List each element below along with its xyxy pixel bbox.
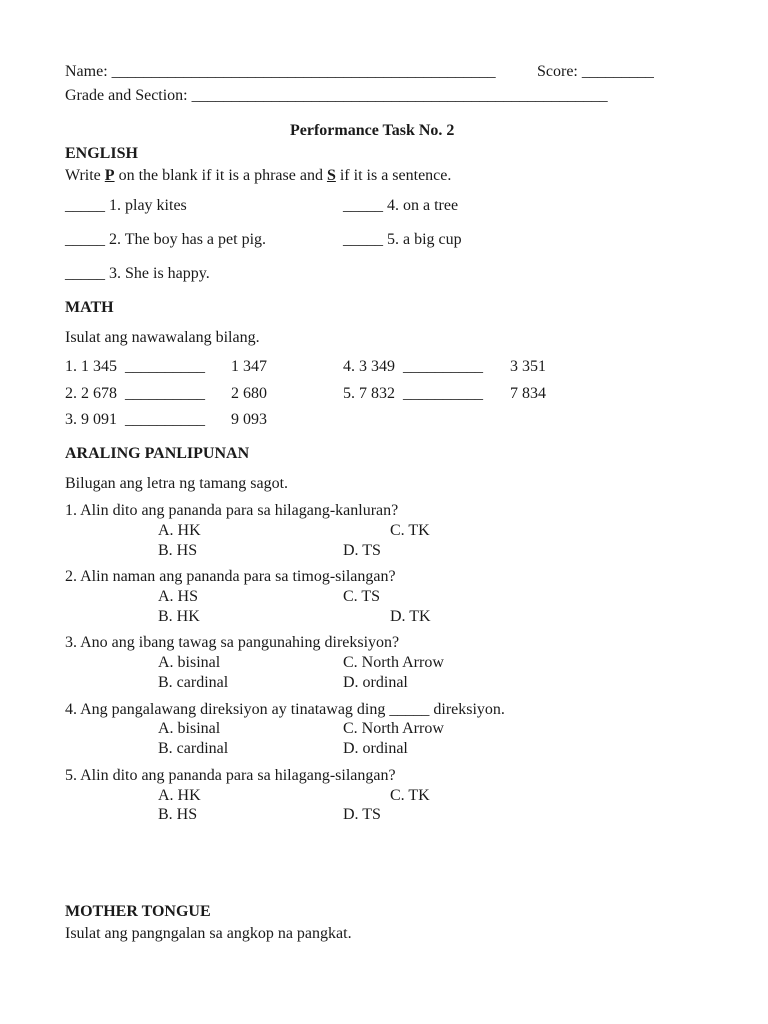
name-label: Name: xyxy=(65,63,108,80)
english-item-3[interactable]: _____ 3. She is happy. xyxy=(65,265,210,282)
score-line xyxy=(537,62,654,82)
ap-q2-choice-c[interactable]: C. TS xyxy=(343,588,381,605)
english-instruction xyxy=(65,166,451,186)
score-label: Score: xyxy=(537,63,578,80)
ap-q4-choice-d[interactable]: D. ordinal xyxy=(343,740,408,757)
ap-q2-choice-b[interactable]: B. HK xyxy=(158,608,200,625)
ap-q4-choice-a[interactable]: A. bisinal xyxy=(158,720,221,737)
grade-line xyxy=(65,86,608,106)
ap-q3-choice-b[interactable]: B. cardinal xyxy=(158,674,229,691)
instr-mid: on the blank if it is a phrase and xyxy=(114,167,327,184)
ap-q1-choice-a[interactable]: A. HK xyxy=(158,522,201,539)
ap-question-4: 4. Ang pangalawang direksiyon ay tinatawag ding _____ direksiyon. xyxy=(65,701,505,718)
mt-instruction: Isulat ang pangngalan sa angkop na pangkat. xyxy=(65,925,352,942)
english-item-2[interactable]: _____ 2. The boy has a pet pig. xyxy=(65,231,267,248)
page-title: Performance Task No. 2 xyxy=(290,122,455,139)
ap-q3-choice-a[interactable]: A. bisinal xyxy=(158,654,221,671)
math-item-1-end: 1 347 xyxy=(231,358,267,375)
math-item-4-end: 3 351 xyxy=(510,358,546,375)
ap-question-2: 2. Alin naman ang pananda para sa timog-silangan? xyxy=(65,568,396,585)
math-item-1[interactable]: 1. 1 345 __________ xyxy=(65,358,205,375)
math-item-3[interactable]: 3. 9 091 __________ xyxy=(65,411,205,428)
ap-q5-choice-d[interactable]: D. TS xyxy=(343,806,381,823)
ap-question-3: 3. Ano ang ibang tawag sa pangunahing direksiyon? xyxy=(65,634,400,651)
ap-q2-choice-a[interactable]: A. HS xyxy=(158,588,199,605)
english-item-4[interactable]: _____ 4. on a tree xyxy=(343,197,459,214)
ap-question-5: 5. Alin dito ang pananda para sa hilagang-silangan? xyxy=(65,767,396,784)
instr-pre: Write xyxy=(65,167,105,184)
mt-heading: MOTHER TONGUE xyxy=(65,903,211,920)
instr-p: P xyxy=(104,167,115,184)
english-item-1[interactable]: _____ 1. play kites xyxy=(65,197,187,214)
ap-question-1: 1. Alin dito ang pananda para sa hilagang-kanluran? xyxy=(65,502,399,519)
math-instruction: Isulat ang nawawalang bilang. xyxy=(65,329,260,346)
instr-s: S xyxy=(326,167,336,184)
ap-q2-choice-d[interactable]: D. TK xyxy=(390,608,431,625)
ap-instruction: Bilugan ang letra ng tamang sagot. xyxy=(65,475,289,492)
ap-q1-choice-b[interactable]: B. HS xyxy=(158,542,198,559)
score-blank[interactable]: _________ xyxy=(581,63,654,80)
ap-q3-choice-d[interactable]: D. ordinal xyxy=(343,674,408,691)
name-line xyxy=(65,62,496,82)
grade-blank[interactable]: ____________________________________________________ xyxy=(191,87,608,104)
ap-q4-choice-b[interactable]: B. cardinal xyxy=(158,740,229,757)
ap-heading: ARALING PANLIPUNAN xyxy=(65,445,250,462)
english-item-5[interactable]: _____ 5. a big cup xyxy=(343,231,462,248)
math-item-4[interactable]: 4. 3 349 __________ xyxy=(343,358,483,375)
ap-q3-choice-c[interactable]: C. North Arrow xyxy=(343,654,444,671)
ap-q5-choice-b[interactable]: B. HS xyxy=(158,806,198,823)
math-heading: MATH xyxy=(65,299,114,316)
ap-q4-choice-c[interactable]: C. North Arrow xyxy=(343,720,444,737)
math-item-2[interactable]: 2. 2 678 __________ xyxy=(65,385,205,402)
ap-q5-choice-c[interactable]: C. TK xyxy=(390,787,430,804)
ap-q1-choice-c[interactable]: C. TK xyxy=(390,522,430,539)
instr-post: if it is a sentence. xyxy=(335,167,452,184)
math-item-5[interactable]: 5. 7 832 __________ xyxy=(343,385,483,402)
math-item-5-end: 7 834 xyxy=(510,385,546,402)
math-item-3-end: 9 093 xyxy=(231,411,267,428)
grade-label: Grade and Section: xyxy=(65,87,188,104)
english-heading: ENGLISH xyxy=(65,145,138,162)
math-item-2-end: 2 680 xyxy=(231,385,267,402)
ap-q5-choice-a[interactable]: A. HK xyxy=(158,787,201,804)
name-blank[interactable]: ________________________________________________ xyxy=(111,63,496,80)
ap-q1-choice-d[interactable]: D. TS xyxy=(343,542,381,559)
